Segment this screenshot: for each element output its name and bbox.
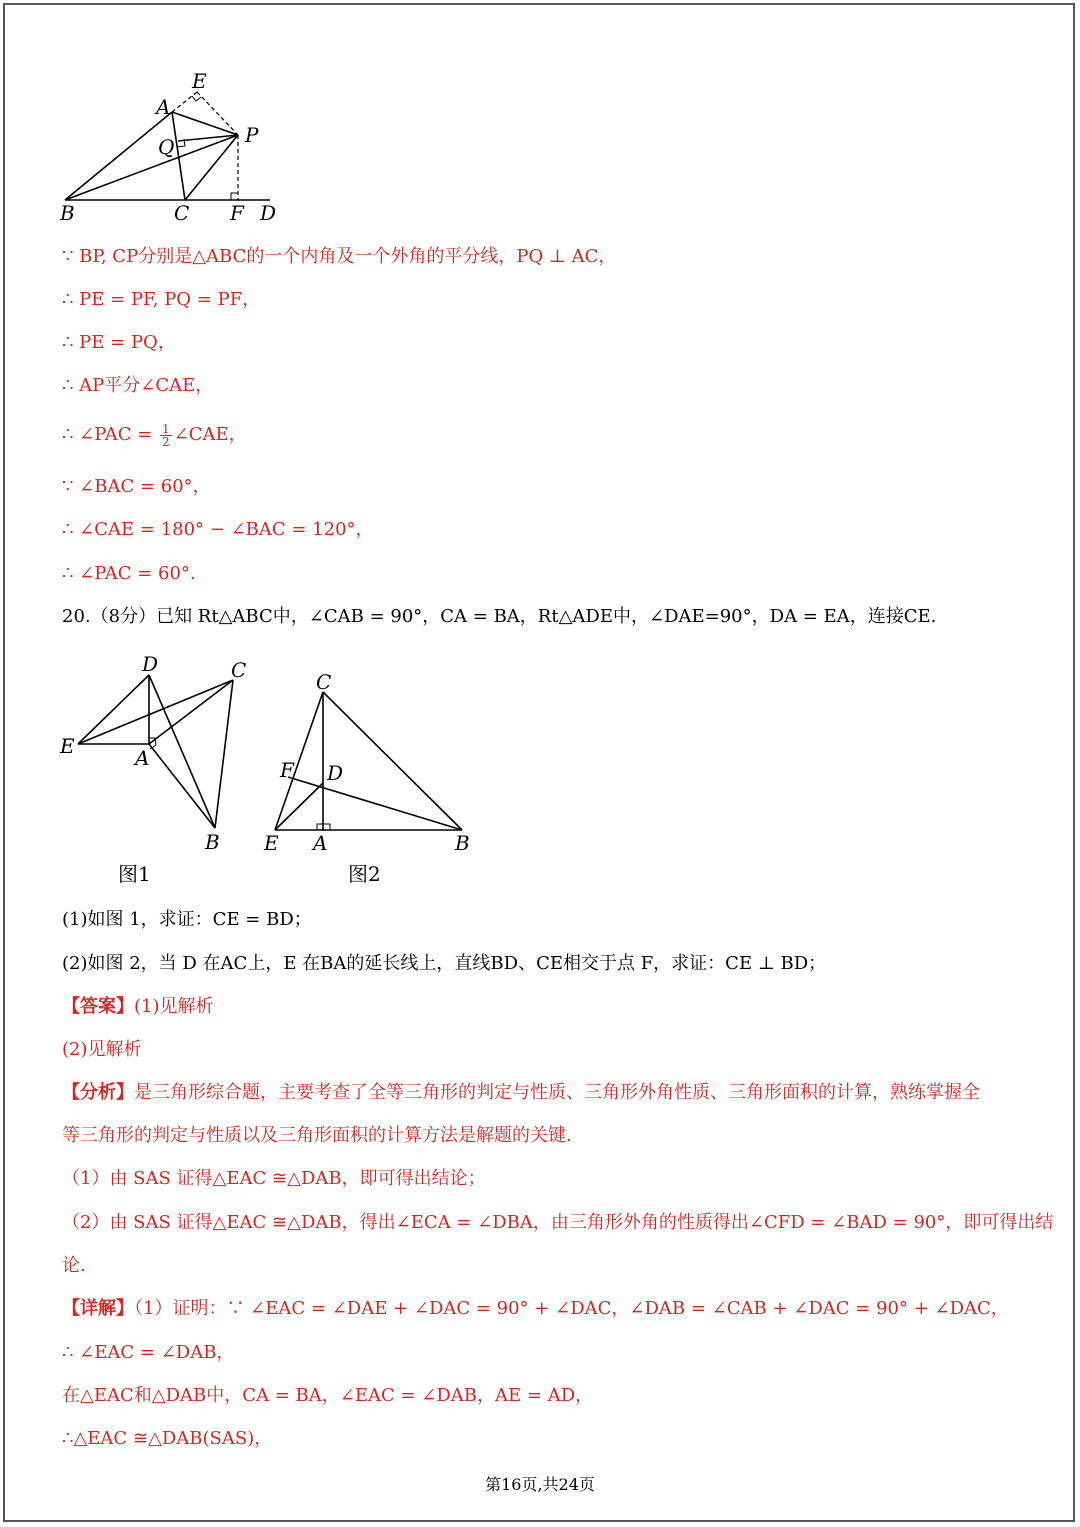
detail-tag: 【详解】 xyxy=(62,1298,134,1319)
analysis-tag: 【分析】 xyxy=(62,1082,134,1103)
question-20-text: 20.（8分）已知 Rt△ABC中，∠CAB = 90°，CA = BA，Rt△ADE中，∠DAE=90°，DA = EA，连接CE. xyxy=(62,606,937,627)
fraction-half xyxy=(160,423,172,448)
detail-line-2: ∴ ∠EAC = ∠DAB， xyxy=(62,1342,235,1363)
fig2-caption: 图2 xyxy=(348,862,381,886)
detail-line-1 xyxy=(62,1296,1009,1322)
fig1-label-D: D xyxy=(142,652,159,676)
detail-1: （1）证明：∵ ∠EAC = ∠DAE + ∠DAC = 90° + ∠DAC，∠DAB = ∠CAB + ∠DAC = 90° + ∠DAC， xyxy=(134,1298,1009,1319)
question-part-2: (2)如图 2，当 D 在AC上，E 在BA的延长线上，直线BD、CE相交于点 F，求证：CE ⊥ BD； xyxy=(62,953,827,974)
answer-line-2: (2)见解析 xyxy=(62,1039,142,1060)
fig1-label-B: B xyxy=(205,830,220,854)
solution-line-7: ∴ ∠PAC = 60°. xyxy=(62,563,196,584)
solution-line-2: ∴ PE = PF, PQ = PF， xyxy=(62,289,261,310)
solution-line-4: ∴ AP平分∠CAE， xyxy=(62,375,214,396)
analysis-line-2: 等三角形的判定与性质以及三角形面积的计算方法是解题的关键. xyxy=(62,1125,572,1146)
label-F: F xyxy=(230,201,244,225)
label-Q: Q xyxy=(158,135,175,159)
fig1-label-A: A xyxy=(135,746,150,770)
figure-1-diagram xyxy=(55,650,255,855)
analysis-line-4: （2）由 SAS 证得△EAC ≅△DAB，得出∠ECA = ∠DBA，由三角形外角的性质得出∠CFD = ∠BAD = 90°，即可得出结 xyxy=(62,1212,1054,1233)
fig2-label-C: C xyxy=(316,670,332,694)
solution-line-6: ∴ ∠CAE = 180° − ∠BAC = 120°， xyxy=(62,519,374,540)
page-footer: 第16页,共24页 xyxy=(485,1475,595,1494)
analysis-line-5: 论. xyxy=(62,1255,86,1276)
fig1-label-E: E xyxy=(60,734,75,758)
label-E: E xyxy=(192,69,207,93)
label-P: P xyxy=(245,123,259,147)
frac-den: 2 xyxy=(162,434,170,449)
detail-line-4: ∴△EAC ≅△DAB(SAS)， xyxy=(62,1428,273,1449)
analysis-line-1 xyxy=(62,1080,980,1106)
label-A: A xyxy=(156,95,171,119)
fig2-label-B: B xyxy=(455,831,470,855)
question-part-1: (1)如图 1，求证：CE = BD； xyxy=(62,909,312,930)
analysis-line-3: （1）由 SAS 证得△EAC ≅△DAB，即可得出结论； xyxy=(62,1168,486,1189)
solution-line-frac xyxy=(62,422,247,448)
fig1-caption: 图1 xyxy=(118,862,151,886)
solution-line-3: ∴ PE = PQ， xyxy=(62,332,176,353)
label-D: D xyxy=(260,201,277,225)
answer-tag: 【答案】 xyxy=(62,996,134,1017)
detail-line-3: 在△EAC和△DAB中，CA = BA，∠EAC = ∠DAB，AE = AD， xyxy=(62,1385,594,1406)
figure-2-diagram xyxy=(260,665,475,860)
frac-prefix: ∴ ∠PAC = xyxy=(62,424,159,445)
frac-suffix: ∠CAE， xyxy=(173,424,247,445)
analysis-1: 是三角形综合题，主要考查了全等三角形的判定与性质、三角形外角性质、三角形面积的计算，熟练掌握全 xyxy=(134,1082,980,1103)
fig2-label-A: A xyxy=(313,831,328,855)
solution-line-1: ∵ BP, CP分别是△ABC的一个内角及一个外角的平分线，PQ ⊥ AC， xyxy=(62,246,617,267)
figure-top-diagram xyxy=(55,65,295,230)
label-B: B xyxy=(60,201,75,225)
answer-1: (1)见解析 xyxy=(134,996,214,1017)
label-C: C xyxy=(174,201,190,225)
fig2-label-E: E xyxy=(264,831,279,855)
answer-line-1 xyxy=(62,994,214,1020)
fig1-label-C: C xyxy=(231,658,247,682)
fig2-label-F: F xyxy=(280,758,294,782)
frac-num: 1 xyxy=(162,421,170,436)
fig2-label-D: D xyxy=(327,761,344,785)
solution-line-5: ∵ ∠BAC = 60°， xyxy=(62,476,211,497)
